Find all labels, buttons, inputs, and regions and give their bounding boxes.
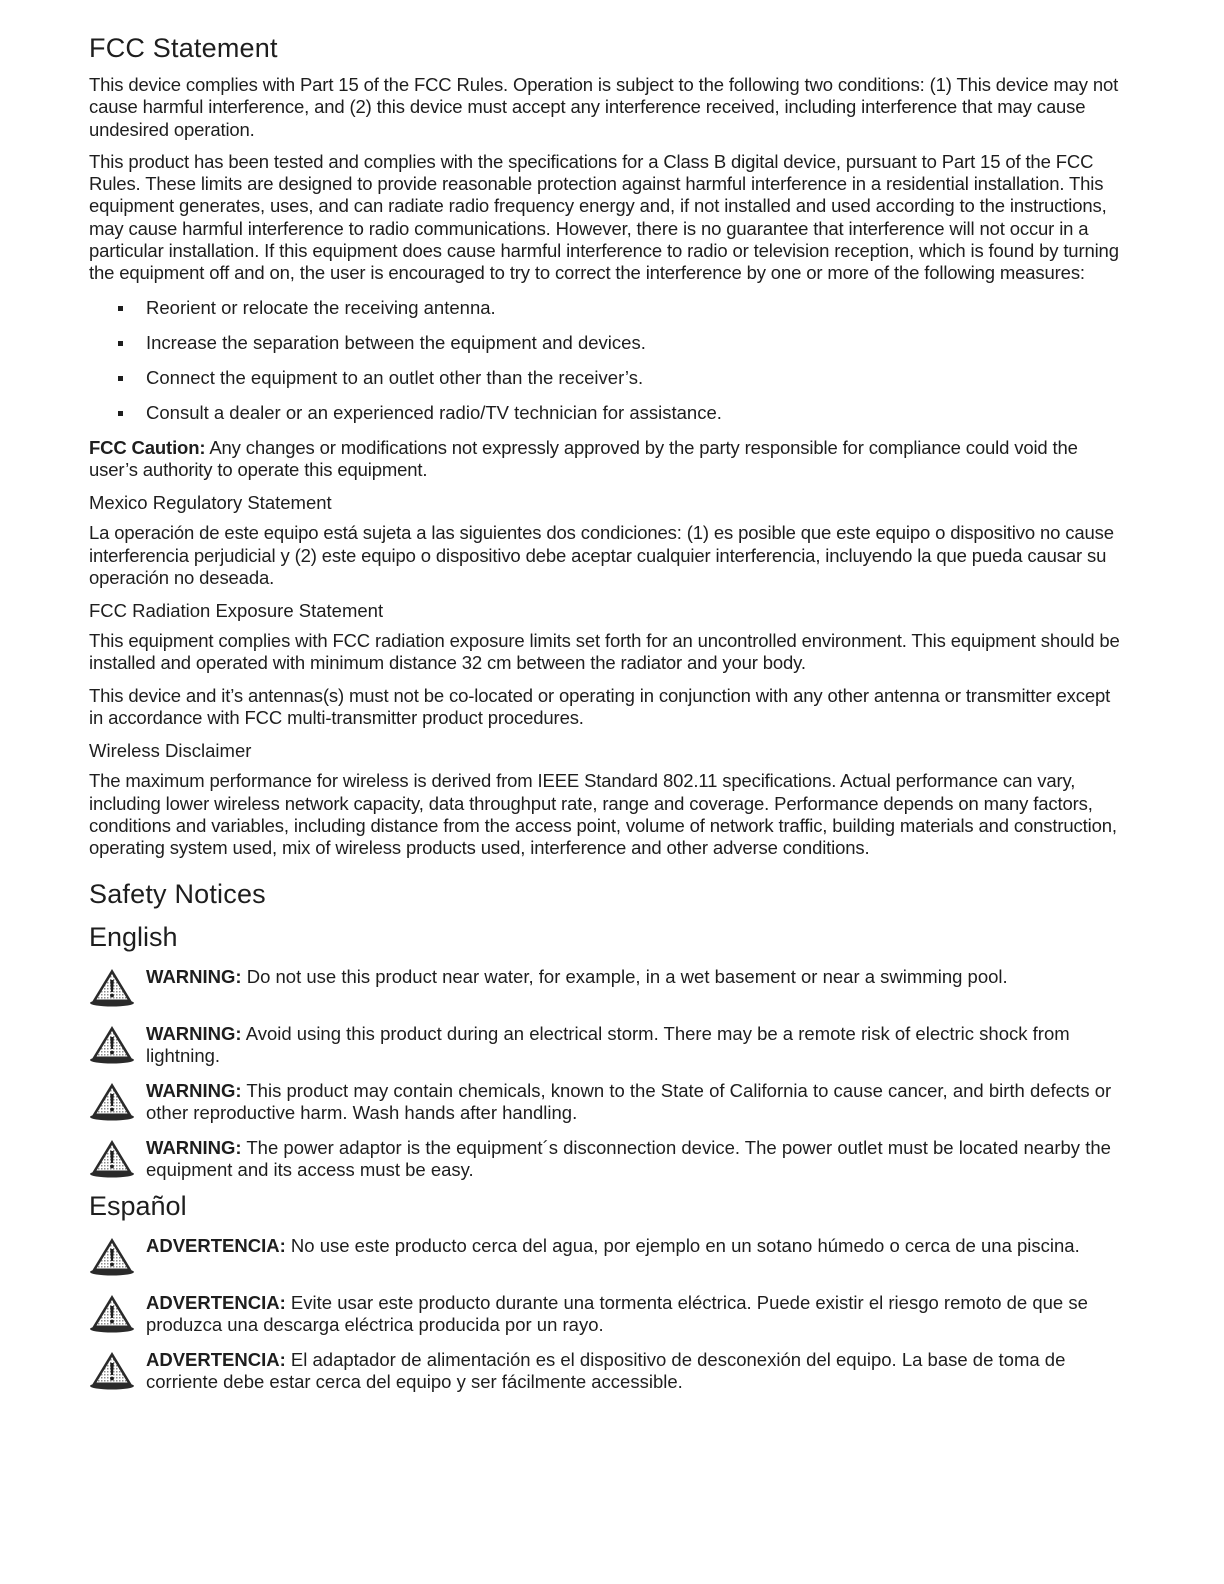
list-item — [116, 332, 1129, 354]
warning-text: Do not use this product near water, for example, in a wet basement or near a swimming pool. — [241, 965, 1008, 987]
warning-label: WARNING: — [146, 1022, 242, 1044]
warning-label: WARNING: — [146, 1136, 242, 1158]
warning-text: Evite usar este producto durante una tormenta eléctrica. Puede existir el riesgo remoto de que se produzca una descarga eléctrica producida por un rayo. — [146, 1291, 1088, 1335]
espanol-warnings — [89, 1235, 1129, 1395]
list-item — [116, 402, 1129, 424]
radiation-paragraph-1: This equipment complies with FCC radiation exposure limits set forth for an uncontrolled environment. This equipment should be installed and operated with minimum distance 32 cm between the radiator and your body. — [89, 630, 1120, 674]
warning-text: This product may contain chemicals, known to the State of California to cause cancer, and birth defects or other reproductive harm. Wash hands after handling. — [146, 1079, 1112, 1123]
warning-label: ADVERTENCIA: — [146, 1348, 286, 1370]
warning-item — [89, 1235, 1129, 1281]
wireless-disclaimer-text: The maximum performance for wireless is derived from IEEE Standard 802.11 specifications. Actual performance can vary, including lower wireless network capacity, data throughput rate, range and coverage. Performance depends on many factors, conditions and variables, including distance from the access point, volume of network traffic, building materials and construction, operating system used, mix of wireless products used, interference and other adverse conditions. — [89, 770, 1117, 859]
fcc-caution — [89, 437, 1129, 482]
fcc-caution-text: Any changes or modifications not expressly approved by the party responsible for compliance could void the user’s authority to operate this equipment. — [89, 436, 1078, 480]
warning-label: ADVERTENCIA: — [146, 1234, 286, 1256]
warning-item — [89, 966, 1129, 1012]
measure-text: Reorient or relocate the receiving antenna. — [146, 296, 496, 318]
warning-text: Avoid using this product during an electrical storm. There may be a remote risk of electric shock from lightning. — [146, 1022, 1070, 1066]
warning-label: WARNING: — [146, 1079, 242, 1101]
bullet-icon — [118, 306, 123, 311]
fcc-paragraph-2: This product has been tested and complies with the specifications for a Class B digital device, pursuant to Part 15 of the FCC Rules. These limits are designed to provide reasonable protection against harmful interference in a residential installation. This equipment generates, uses, and can radiate radio frequency energy and, if not installed and used according to the instructions, may cause harmful interference to radio communications. However, there is no guarantee that interference will not occur in a particular installation. If this equipment does cause harmful interference to radio or television reception, which is found by turning the equipment off and on, the user is encouraged to try to correct the interference by one or more of the following measures: — [89, 150, 1119, 284]
safety-notices-title: Safety Notices — [89, 878, 266, 909]
warning-triangle-icon — [89, 1350, 135, 1390]
warning-item — [89, 1023, 1129, 1069]
english-heading: English — [89, 921, 178, 952]
document-page — [89, 30, 1129, 1406]
mexico-statement-text: La operación de este equipo está sujeta a las siguientes dos condiciones: (1) es posible que este equipo o dispositivo no cause interferencia perjudicial y (2) este equipo o dispositivo debe aceptar cualquier interferencia, incluyendo la que pueda causar su operación no deseada. — [89, 522, 1114, 588]
wireless-disclaimer-title: Wireless Disclaimer — [89, 740, 252, 762]
measure-text: Connect the equipment to an outlet other than the receiver’s. — [146, 366, 644, 388]
warning-text: The power adaptor is the equipment´s disconnection device. The power outlet must be located nearby the equipment and its access must be easy. — [146, 1136, 1111, 1180]
warning-item — [89, 1349, 1129, 1395]
warning-triangle-icon — [89, 967, 135, 1007]
radiation-paragraph-2: This device and it’s antennas(s) must not be co-located or operating in conjunction with any other antenna or transmitter except in accordance with FCC multi-transmitter product procedures. — [89, 684, 1111, 729]
bullet-icon — [118, 341, 123, 346]
english-warnings — [89, 966, 1129, 1183]
espanol-heading: Español — [89, 1190, 187, 1221]
warning-label: WARNING: — [146, 965, 242, 987]
warning-item — [89, 1080, 1129, 1126]
warning-text: No use este producto cerca del agua, por ejemplo en un sotano húmedo o cerca de una piscina. — [285, 1234, 1080, 1256]
radiation-statement-title: FCC Radiation Exposure Statement — [89, 600, 384, 622]
warning-item — [89, 1292, 1129, 1338]
list-item — [116, 367, 1129, 389]
fcc-paragraph-1: This device complies with Part 15 of the FCC Rules. Operation is subject to the following two conditions: (1) This device may not cause harmful interference, and (2) this device must accept any interference received, including interference that may cause undesired operation. — [89, 74, 1119, 140]
warning-text: El adaptador de alimentación es el dispositivo de desconexión del equipo. La base de toma de corriente debe estar cerca del equipo y ser fácilmente accessible. — [146, 1348, 1066, 1392]
warning-triangle-icon — [89, 1024, 135, 1064]
fcc-statement-title: FCC Statement — [89, 33, 278, 63]
measure-text: Increase the separation between the equipment and devices. — [146, 331, 646, 353]
warning-triangle-icon — [89, 1236, 135, 1276]
warning-label: ADVERTENCIA: — [146, 1291, 286, 1313]
fcc-measures-list — [89, 297, 1129, 424]
warning-triangle-icon — [89, 1138, 135, 1178]
bullet-icon — [118, 411, 123, 416]
warning-triangle-icon — [89, 1081, 135, 1121]
fcc-caution-label: FCC Caution: — [89, 436, 206, 458]
bullet-icon — [118, 376, 123, 381]
measure-text: Consult a dealer or an experienced radio/TV technician for assistance. — [146, 401, 722, 423]
warning-item — [89, 1137, 1129, 1183]
mexico-statement-title: Mexico Regulatory Statement — [89, 492, 332, 514]
warning-triangle-icon — [89, 1293, 135, 1333]
list-item — [116, 297, 1129, 319]
